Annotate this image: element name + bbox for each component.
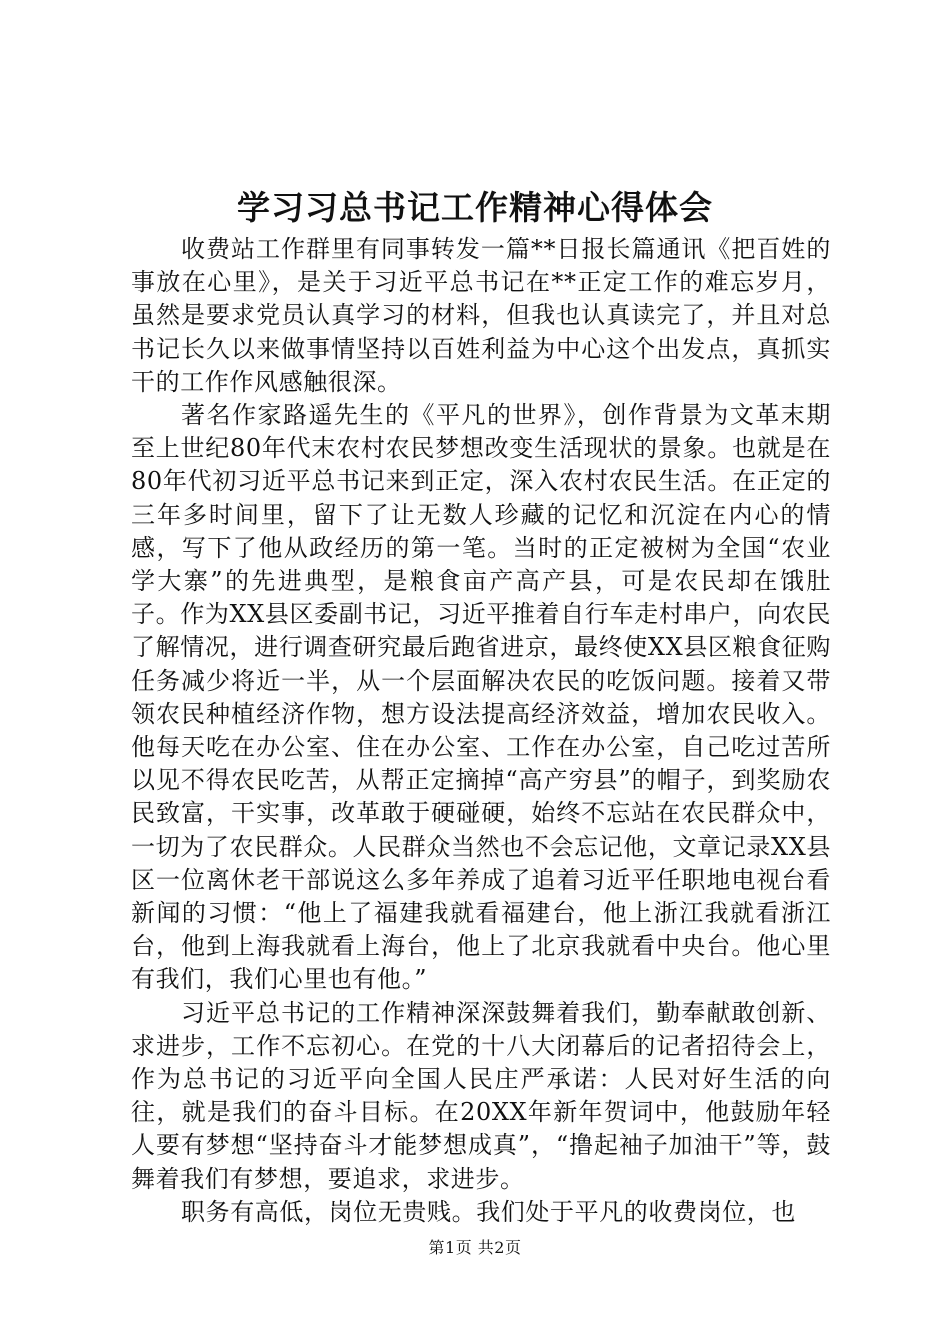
paragraph-4: 职务有高低，岗位无贵贱。我们处于平凡的收费岗位，也	[181, 1197, 796, 1226]
paragraph-2: 著名作家路遥先生的《平凡的世界》，创作背景为文革末期至上世纪80年代末农村农民梦想改变生活现状的景象。也就是在80年代初习近平总书记来到正定，深入农村农民生活。在正定的三年多时间里，留下了让无数人珍藏的记忆和沉淀在内心的情感，写下了他从政经历的第一笔。当时的正定被树为全国“农业学大寨”的先进典型，是粮食亩产高产县，可是农民却在饿肚子。作为XX县区委副书记，习近平推着自行车走村串户，向农民了解情况，进行调查研究最后跑省进京，最终使XX县区粮食征购任务减少将近一半，从一个层面解决农民的吃饭问题。接着又带领农民种植经济作物，想方设法提高经济效益，增加农民收入。他每天吃在办公室、住在办公室、工作在办公室，自己吃过苦所以见不得农民吃苦，从帮正定摘掉“高产穷县”的帽子，到奖励农民致富，干实事，改革敢于硬碰硬，始终不忘站在农民群众中，一切为了农民群众。人民群众当然也不会忘记他，文章记录XX县区一位离休老干部说这么多年养成了追着习近平任职地电视台看新闻的习惯：“他上了福建我就看福建台，他上浙江我就看浙江台，他到上海我就看上海台，他上了北京我就看中央台。他心里有我们，我们心里也有他。”	[131, 401, 831, 994]
page-footer: 第1页 共2页	[428, 1238, 522, 1257]
paragraph-1: 收费站工作群里有同事转发一篇**日报长篇通讯《把百姓的事放在心里》，是关于习近平总书记在**正定工作的难忘岁月，虽然是要求党员认真学习的材料，但我也认真读完了，并且对总书记长久以来做事情坚持以百姓利益为中心这个出发点，真抓实干的工作作风感触很深。	[131, 235, 831, 396]
document-body	[131, 233, 831, 1229]
paragraph-3: 习近平总书记的工作精神深深鼓舞着我们，勤奉献敢创新、求进步，工作不忘初心。在党的十八大闭幕后的记者招待会上，作为总书记的习近平向全国人民庄严承诺：人民对好生活的向往，就是我们的奋斗目标。在20XX年新年贺词中，他鼓励年轻人要有梦想“坚持奋斗才能梦想成真”，“撸起袖子加油干”等，鼓舞着我们有梦想，要追求，求进步。	[131, 998, 831, 1193]
document-title: 学习习总书记工作精神心得体会	[237, 188, 713, 227]
